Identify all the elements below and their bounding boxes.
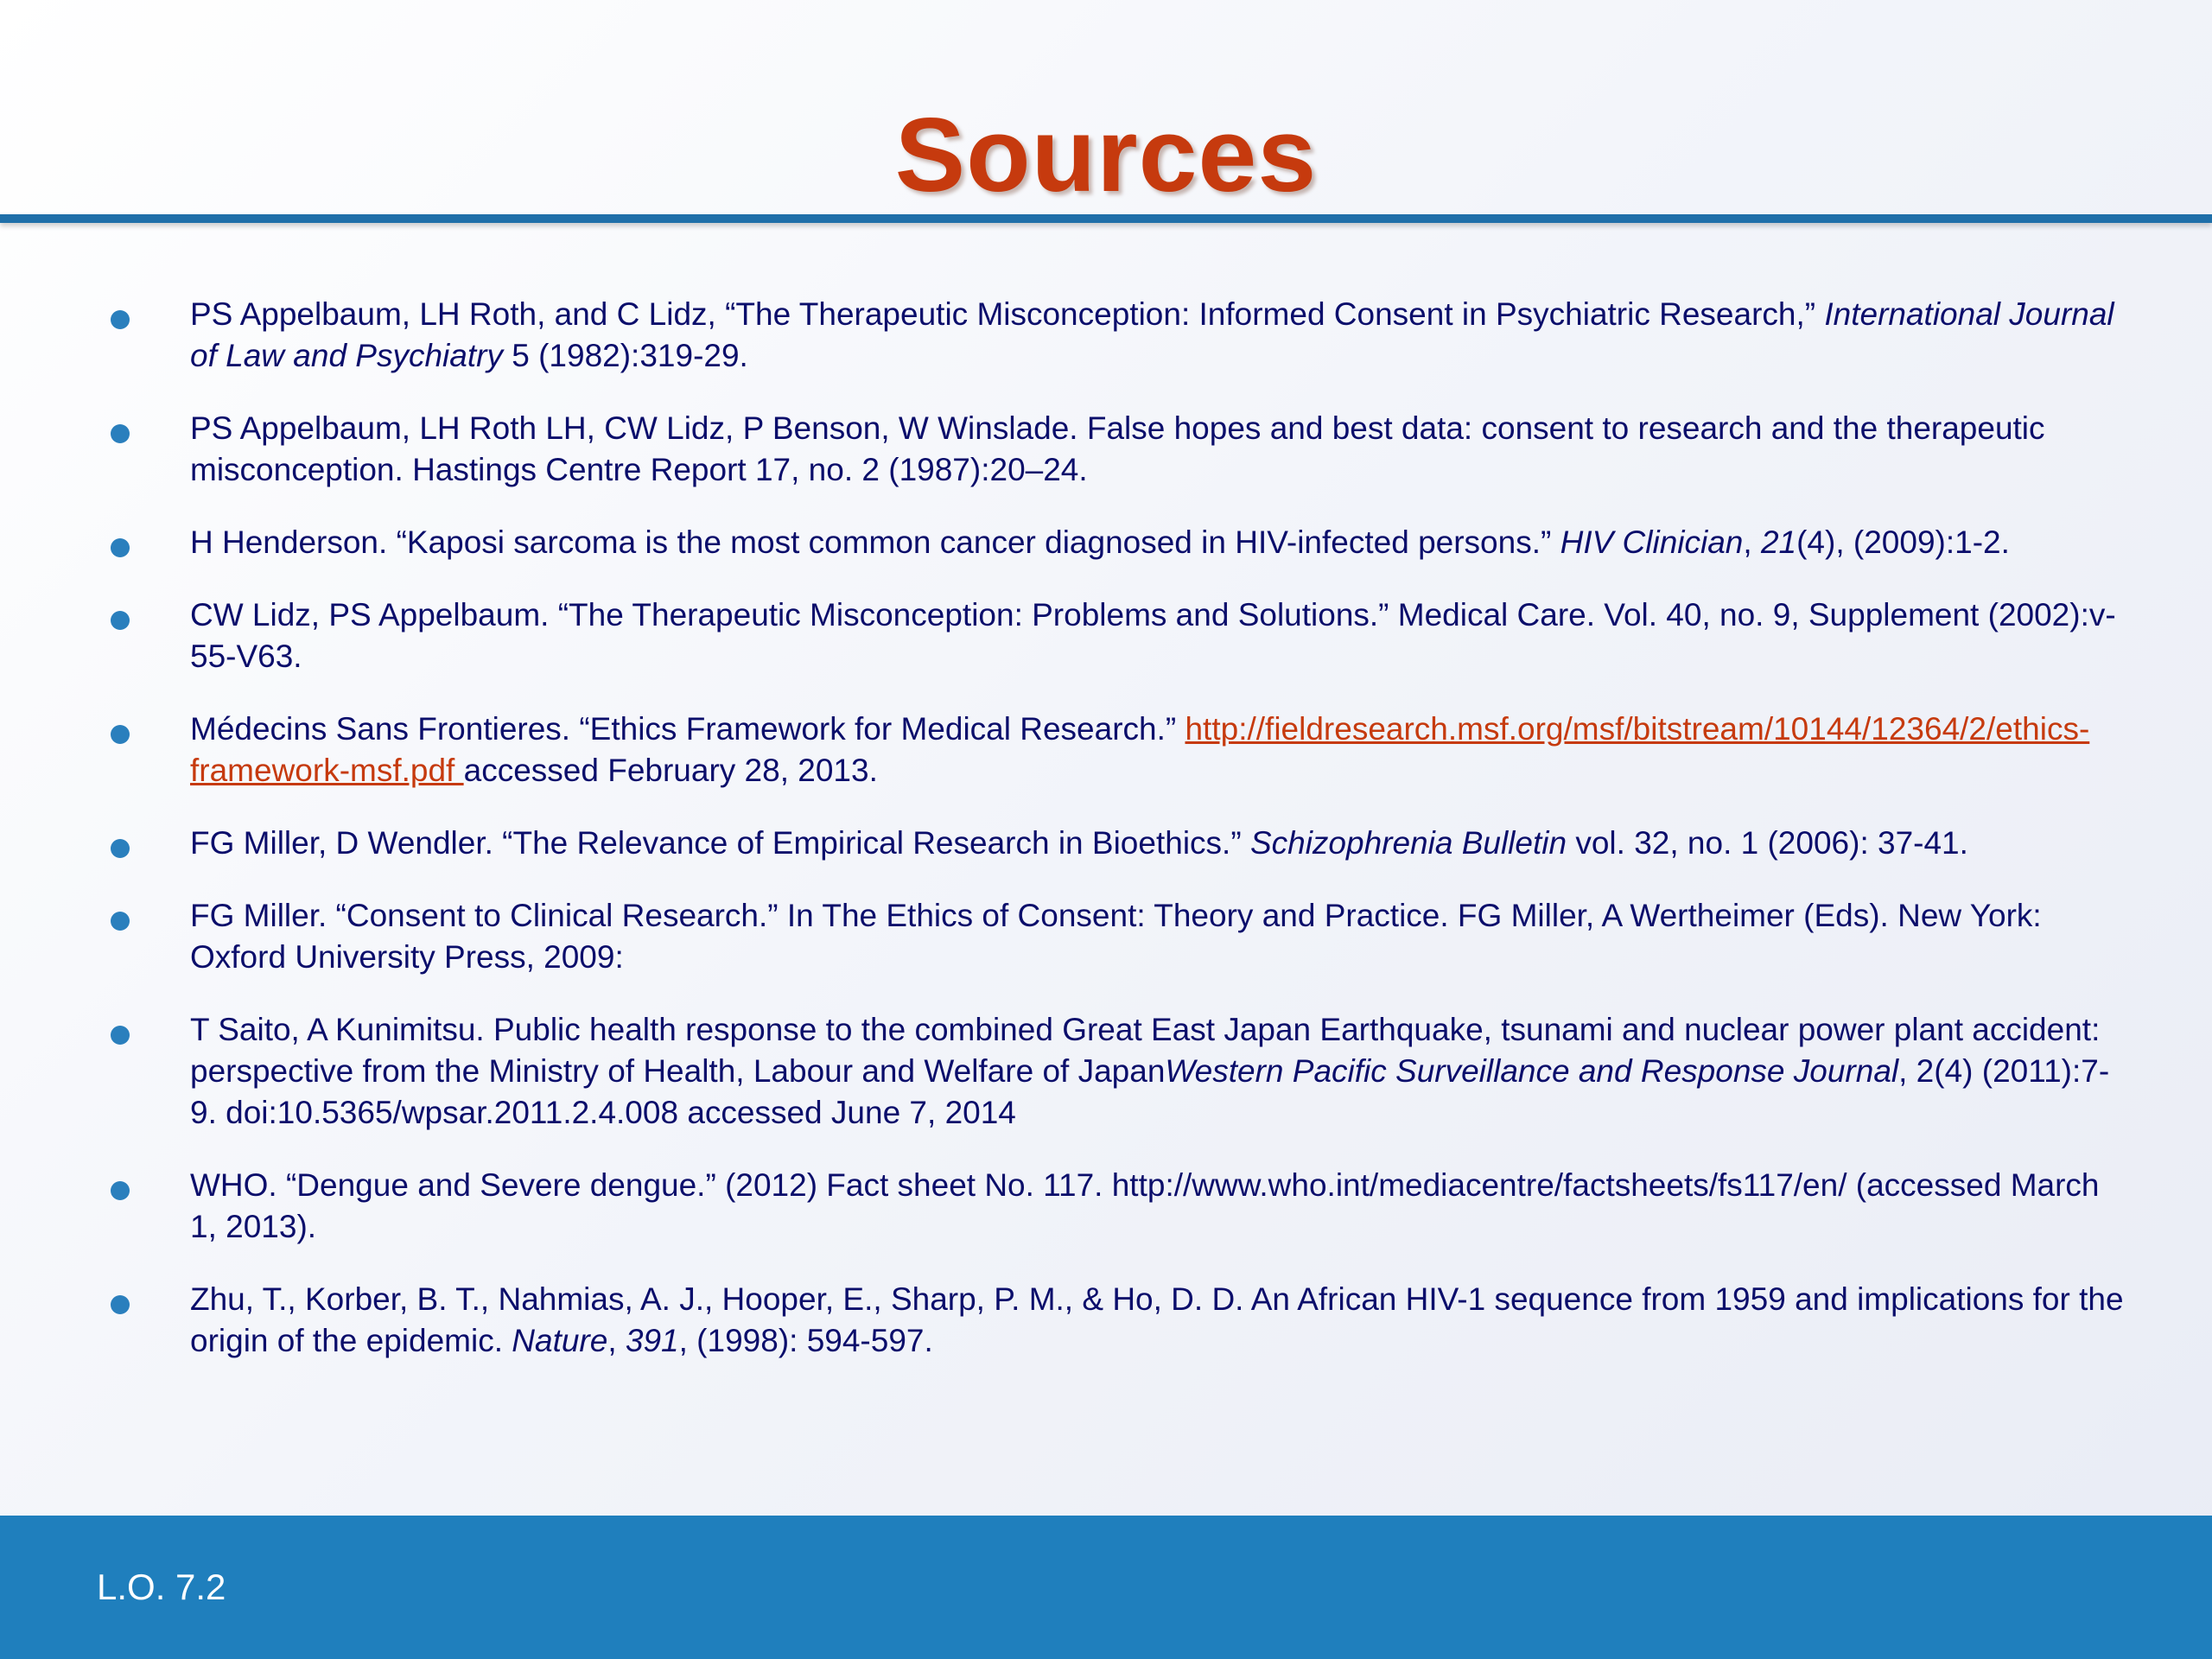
reference-text: , [607,1323,626,1358]
reference-text: FG Miller. “Consent to Clinical Research.” In The Ethics of Consent: Theory and Practice. FG Miller, A Wertheimer (Eds). New York: Oxford University Press, 2009: [190,898,2042,975]
reference-italic-text: International Journal of Law and Psychiatry [190,296,2114,373]
reference-item [0,294,2126,377]
bullet-icon [111,538,130,557]
reference-text: FG Miller, D Wendler. “The Relevance of Empirical Research in Bioethics.” [190,825,1250,861]
reference-item [0,709,2126,791]
reference-item [0,522,2126,563]
reference-text: CW Lidz, PS Appelbaum. “The Therapeutic Misconception: Problems and Solutions.” Medical Care. Vol. 40, no. 9, Supplement (2002):v-55-V63. [190,597,2116,674]
bullet-icon [111,1026,130,1045]
reference-text: (4), (2009):1-2. [1796,524,2010,560]
reference-italic-text: HIV Clinician [1560,524,1744,560]
bullet-icon [111,1181,130,1200]
reference-item [0,1009,2126,1134]
reference-italic-text: 391 [625,1323,679,1358]
reference-text: H Henderson. “Kaposi sarcoma is the most common cancer diagnosed in HIV-infected persons.” [190,524,1560,560]
reference-text: vol. 32, no. 1 (2006): 37-41. [1567,825,1968,861]
reference-item [0,1279,2126,1362]
bullet-icon [111,725,130,744]
footer-label: L.O. 7.2 [97,1567,226,1607]
reference-item [0,823,2126,864]
bullet-icon [111,310,130,329]
reference-text: PS Appelbaum, LH Roth LH, CW Lidz, P Benson, W Winslade. False hopes and best data: consent to research and the therapeutic misconception. Hastings Centre Report 17, no. 2 (1987):20–24. [190,410,2045,487]
reference-text: PS Appelbaum, LH Roth, and C Lidz, “The Therapeutic Misconception: Informed Consent in Psychiatric Research,” [190,296,1825,332]
bullet-icon [111,1295,130,1314]
reference-item [0,895,2126,978]
reference-text: T Saito, A Kunimitsu. Public health response to the combined Great East Japan Earthquake, tsunami and nuclear power plant accident: perspective from the Ministry of Health, Labour and Welfare of Japan [190,1012,2101,1089]
bullet-icon [111,611,130,630]
reference-text: , [1743,524,1761,560]
reference-italic-text: Western Pacific Surveillance and Response Journal [1165,1053,1899,1089]
reference-list [0,294,2212,1393]
reference-item [0,594,2126,677]
bullet-icon [111,424,130,443]
bullet-icon [111,912,130,931]
reference-italic-text: Nature [512,1323,608,1358]
footer-bar [0,1516,2212,1659]
title-divider [0,214,2212,223]
reference-text: WHO. “Dengue and Severe dengue.” (2012) Fact sheet No. 117. http://www.who.int/mediacentre/factsheets/fs117/en/ (accessed March 1, 2013). [190,1167,2100,1244]
reference-italic-text: Schizophrenia Bulletin [1249,825,1567,861]
reference-text: Zhu, T., Korber, B. T., Nahmias, A. J., Hooper, E., Sharp, P. M., & Ho, D. D. An African HIV-1 sequence from 1959 and implications for the origin of the epidemic. [190,1281,2124,1358]
reference-link[interactable]: http://fieldresearch.msf.org/msf/bitstream/10144/12364/2/ethics-framework-msf.pdf [190,711,2090,788]
slide-title: Sources [894,96,1318,213]
reference-text: accessed February 28, 2013. [463,753,878,788]
reference-item [0,408,2126,491]
reference-text: Médecins Sans Frontieres. “Ethics Framework for Medical Research.” [190,711,1185,747]
reference-text: 5 (1982):319-29. [502,338,748,373]
bullet-icon [111,839,130,858]
reference-text: , (1998): 594-597. [678,1323,933,1358]
reference-item [0,1165,2126,1248]
reference-italic-text: 21 [1760,524,1797,560]
reference-text: , 2(4) (2011):7-9. doi:10.5365/wpsar.2011.2.4.008 accessed June 7, 2014 [190,1053,2110,1130]
